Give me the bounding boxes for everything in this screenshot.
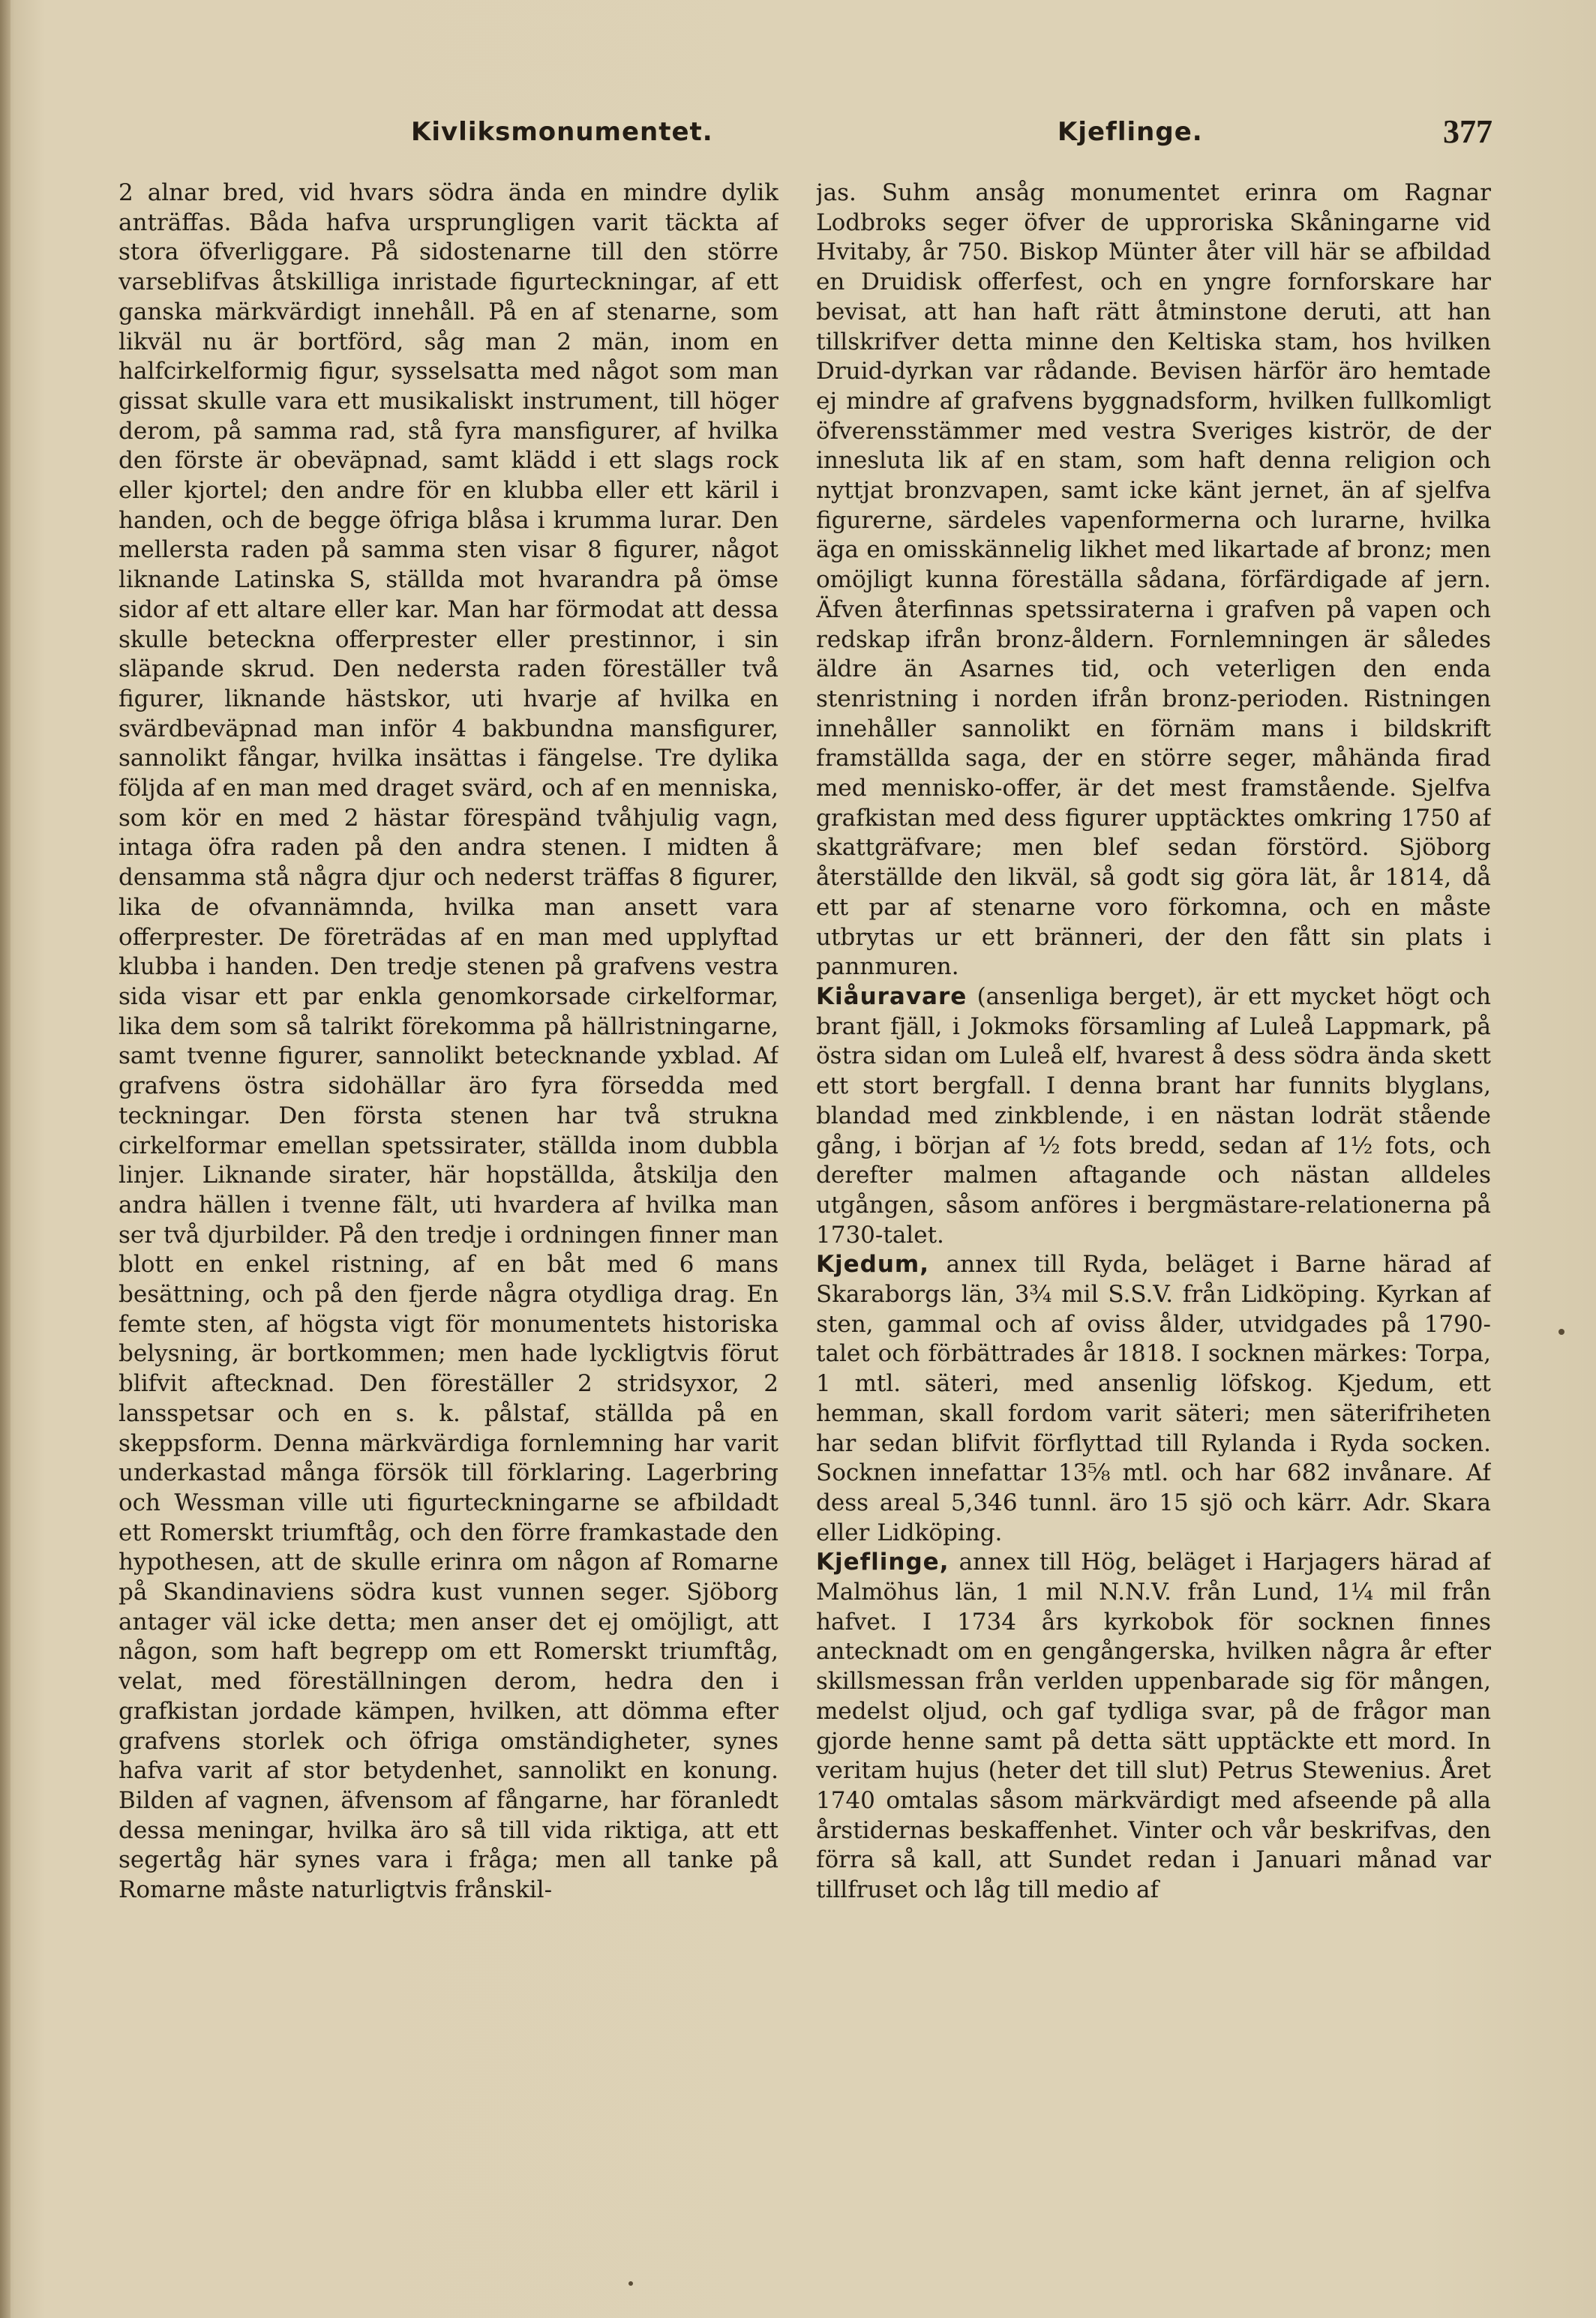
page-number: 377 xyxy=(1443,113,1492,150)
left-column-text: 2 alnar bred, vid hvars södra ända en mindre dylik anträffas. Båda hafva ursprungligen varit täckta af stora öfverliggare. På sidostenarne till den större varseblifvas åtskilliga inristade figurteckningar, af ett ganska märkvärdigt innehåll. På en af stenarne, som likväl nu är bortförd, såg man 2 män, inom en halfcirkelformig figur, sysselsatta med något som man gissat skulle vara ett musikaliskt instrument, till höger derom, på samma rad, stå fyra mansfigurer, af hvilka den förste är obeväpnad, samt klädd i ett slags rock eller kjortel; den andre för en klubba eller ett käril i handen, och de begge öfriga blåsa i krumma lurar. Den mellersta raden på samma sten visar 8 figurer, något liknande Latinska S, ställda mot hvarandra på ömse sidor af ett altare eller kar. Man har förmodat att dessa skulle beteckna offerprester eller prestinnor, i sin släpande skrud. Den nedersta raden föreställer två figurer, liknande hästskor, uti hvarje af hvilka en svärdbeväpnad man inför 4 bakbundna mansfigurer, sannolikt fångar, hvilka insättas i fängelse. Tre dylika följda af en man med draget svärd, och af en menniska, som kör en med 2 hästar förespänd tvåhjulig vagn, intaga öfra raden på den andra stenen. I midten å densamma stå några djur och nederst träffas 8 figurer, lika de ofvannämnda, hvilka man ansett vara offerprester. De företrädas af en man med upplyftad klubba i handen. Den tredje stenen på grafvens vestra sida visar ett par enkla genomkorsade cirkelformar, lika dem som så talrikt förekomma på hällristningarne, samt tvenne figurer, sannolikt betecknande yxblad. Af grafvens östra sidohällar äro fyra försedda med teckningar. Den första stenen har två strukna cirkelformar emellan spetssirater, ställda inom dubbla linjer. Liknande sirater, här hopställda, åtskilja den andra hällen i tvenne fält, uti hvardera af hvilka man ser två djurbilder. På den tredje i ordningen finner man blott en enkel ristning, af en båt med 6 mans besättning, och på den fjerde några otydliga drag. En femte sten, af högsta vigt för monumentets historiska belysning, är bortkommen; men hade lyckligtvis förut blifvit aftecknad. Den föreställer 2 stridsyxor, 2 lansspetsar och en s. k. pålstaf, ställda på en skeppsform. Denna märkvärdiga fornlemning har varit underkastad många försök till förklaring. Lagerbring och Wessman ville uti figurteckningarne se afbildadt ett Romerskt triumftåg, och den förre framkastade den hypothesen, att de skulle erinra om någon af Romarne på Skandinaviens södra kust vunnen seger. Sjöborg antager väl icke detta; men anser det ej omöjligt, att någon, som haft begrepp om ett Romerskt triumftåg, velat, med föreställningen derom, hedra den i grafkistan jordade kämpen, hvilken, att dömma efter grafvens storlek och öfriga omständigheter, synes hafva varit af stor betydenhet, sannolikt en konung. Bilden af vagnen, äfvensom af fångarne, har föranledt dessa meningar, hvilka äro så till vida riktiga, att ett segertåg här synes vara i fråga; men all tanke på Romarne måste naturligtvis frånskil- xyxy=(118,179,778,1904)
headword-kjeflinge: Kjeflinge, xyxy=(816,1549,950,1576)
entry-kiauravare-text: (ansenliga berget), är ett mycket högt och brant fjäll, i Jokmoks församling af Luleå Lappmark, på östra sidan om Luleå elf, hvarest å dess södra ända skett ett stort bergfall. I denna brant har funnits blyglans, blandad med zinkblende, i en nästan lodrät stående gång, i början af ½ fots bredd, sedan af 1½ fots, och derefter malmen aftagande och nästan alldeles utgången, såsom anföres i bergmästare-relationerna på 1730-talet. xyxy=(816,982,1491,1249)
page-spine-shadow xyxy=(0,0,10,2318)
headword-kiauravare: Kiåuravare xyxy=(816,982,968,1010)
left-column xyxy=(118,178,778,2278)
entry-kjeflinge-text: annex till Hög, beläget i Harjagers härad af Malmöhus län, 1 mil N.N.V. från Lund, 1¼ mil från hafvet. I 1734 års kyrkobok för socknen finnes antecknadt om en gengångerska, hvilken några år efter skillsmessan från verlden uppenbarade sig för mången, medelst oljud, och gaf tydliga svar, på de frågor man gjorde henne samt på detta sätt upptäckte ett mord. In veritam hujus (heter det till slut) Petrus Stewenius. Året 1740 omtalas såsom märkvärdigt med afseende på alla årstidernas beskaffenhet. Vinter och vår beskrifvas, den förra så kall, att Sundet redan i Januari månad var tillfruset och låg till medio af xyxy=(816,1549,1491,1904)
page-header xyxy=(0,112,1596,157)
right-column-intro-text: jas. Suhm ansåg monumentet erinra om Ragnar Lodbroks seger öfver de upproriska Skåningarne vid Hvitaby, år 750. Biskop Münter åter vill här se afbildad en Druidisk offerfest, och en yngre fornforskare har bevisat, att han haft rätt åtminstone deruti, att han tillskrifver detta minne den Keltiska stam, hos hvilken Druid-dyrkan var rådande. Bevisen härför äro hemtade ej mindre af grafvens byggnadsform, hvilken fullkomligt öfverensstämmer med vestra Sveriges kiströr, de der innesluta lik af en stam, som haft denna religion och nyttjat bronzvapen, samt icke känt jernet, än af sjelfva figurerne, särdeles vapenformerna och lurarne, hvilka äga en omisskännelig likhet med likartade af bronz; men omöjligt kunna föreställa sådana, förfärdigade af jern. Äfven återfinnas spetssiraterna i grafven på vapen och redskap ifrån bronz-åldern. Fornlemningen är således äldre än Asarnes tid, och veterligen den enda stenristning i norden ifrån bronz-perioden. Ristningen innehåller sannolikt en förnäm mans i bildskrift framställda saga, der en större seger, måhända firad med mennisko-offer, är det mest framstående. Sjelfva grafkistan med dess figurer upptäcktes omkring 1750 af skattgräfvare; men blef sedan förstörd. Sjöborg återställde den likväl, så godt sig göra lät, år 1814, då ett par af stenarne voro förkomna, och en måste utbrytas ur ett bränneri, der den fått sin plats i pannmuren. xyxy=(816,179,1491,981)
running-head-left: Kivliksmonumentet. xyxy=(411,117,713,147)
entry-kjeflinge xyxy=(816,1548,1491,1905)
entry-kjedum xyxy=(816,1250,1491,1548)
running-head-right: Kjeflinge. xyxy=(1058,117,1203,147)
right-column xyxy=(816,178,1491,2278)
entry-kiauravare xyxy=(816,982,1491,1250)
ink-speck xyxy=(1558,1329,1564,1335)
entry-kjedum-text: annex till Ryda, beläget i Barne härad af Skaraborgs län, 3¾ mil S.S.V. från Lidköping. Kyrkan af sten, gammal och af oviss ålder, utvidgades på 1790-talet och förbättrades år 1818. I socknen märkes: Torpa, 1 mtl. säteri, med ansenlig löfskog. Kjedum, ett hemman, skall fordom varit säteri; men säterifriheten har sedan blifvit förflyttad till Rylanda i Ryda socken. Socknen innefattar 13⅝ mtl. och har 682 invånare. Af dess areal 5,346 tunnl. äro 15 sjö och kärr. Adr. Skara eller Lidköping. xyxy=(816,1251,1491,1546)
headword-kjedum: Kjedum, xyxy=(816,1251,930,1279)
ink-speck xyxy=(628,2281,633,2286)
